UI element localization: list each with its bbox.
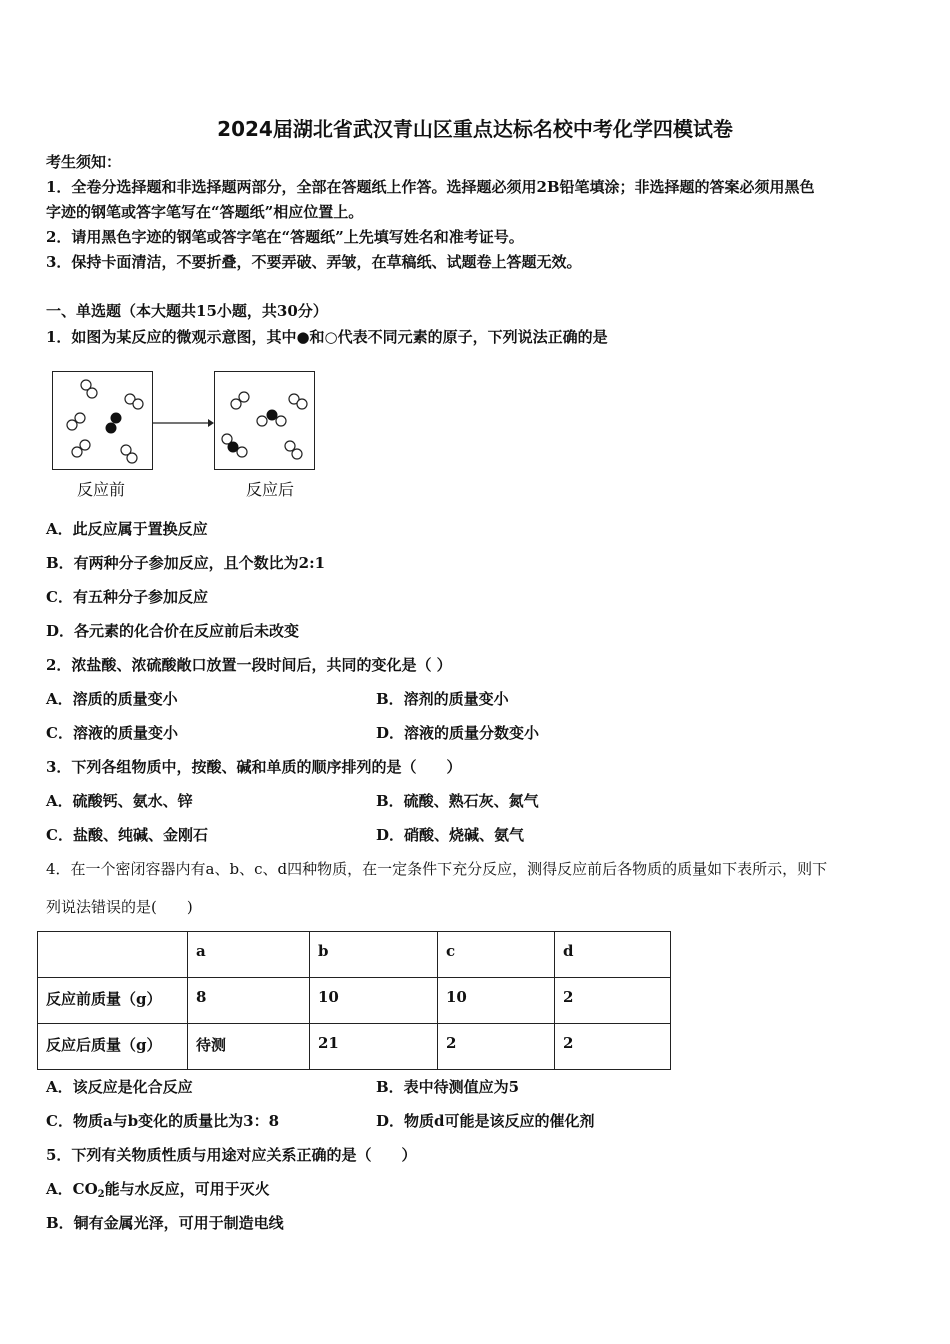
q2-option-d: D．溶液的质量分数变小 <box>376 724 540 742</box>
q4-option-d: D．物质d可能是该反应的催化剂 <box>376 1112 595 1130</box>
q3-option-a: A．硫酸钙、氨水、锌 <box>46 792 193 810</box>
q4-option-a: A．该反应是化合反应 <box>46 1078 193 1096</box>
question-1-stem: 1．如图为某反应的微观示意图，其中●和○代表不同元素的原子，下列说法正确的是 <box>46 328 608 346</box>
notice-item: 3．保持卡面清洁，不要折叠，不要弄破、弄皱，在草稿纸、试题卷上答题无效。 <box>46 253 582 271</box>
question-4-stem-line2: 列说法错误的是( ) <box>46 898 193 916</box>
question-2-stem: 2．浓盐酸、浓硫酸敞口放置一段时间后，共同的变化是（ ） <box>46 656 452 674</box>
q5-option-a-suffix: 能与水反应，可用于灭火 <box>104 1180 270 1198</box>
notice-heading: 考生须知： <box>46 153 122 171</box>
q1-option-c: C．有五种分子参加反应 <box>46 588 208 606</box>
table-cell: c <box>438 932 555 978</box>
question-4-stem-line1: 4．在一个密闭容器内有a、b、c、d四种物质，在一定条件下充分反应，测得反应前后各物质的质量如下表所示，则下 <box>46 860 828 878</box>
table-row <box>38 1024 671 1070</box>
q5-option-b: B．铜有金属光泽，可用于制造电线 <box>46 1214 284 1232</box>
q5-option-a <box>46 1179 270 1205</box>
table-cell: 10 <box>438 978 555 1024</box>
q4-option-b: B．表中待测值应为5 <box>376 1078 520 1096</box>
q1-option-b: B．有两种分子参加反应，且个数比为2:1 <box>46 554 326 572</box>
table-cell: a <box>188 932 310 978</box>
question-5-stem: 5．下列有关物质性质与用途对应关系正确的是（ ） <box>46 1146 417 1164</box>
table-header-row <box>38 932 671 978</box>
table-cell: 2 <box>555 1024 671 1070</box>
notice-item: 字迹的钢笔或答字笔写在“答题纸”相应位置上。 <box>46 203 364 221</box>
before-molecules <box>53 372 152 469</box>
page-title: 2024届湖北省武汉青山区重点达标名校中考化学四模试卷 <box>217 117 733 141</box>
q1-option-a: A．此反应属于置换反应 <box>46 520 208 538</box>
q5-option-a-prefix: A．CO <box>46 1180 98 1198</box>
q3-option-c: C．盐酸、纯碱、金刚石 <box>46 826 208 844</box>
table-cell: 待测 <box>188 1024 310 1070</box>
after-box <box>214 371 315 470</box>
table-cell: d <box>555 932 671 978</box>
q5-option-a-subscript: 2 <box>97 1189 105 1200</box>
table-cell: b <box>310 932 438 978</box>
table-cell: 8 <box>188 978 310 1024</box>
table-cell: 21 <box>310 1024 438 1070</box>
table-cell: 2 <box>438 1024 555 1070</box>
notice-item: 1．全卷分选择题和非选择题两部分，全部在答题纸上作答。选择题必须用2B铅笔填涂；非选择题的答案必须用黑色 <box>46 178 815 196</box>
question-3-stem: 3．下列各组物质中，按酸、碱和单质的顺序排列的是（ ） <box>46 758 462 776</box>
mass-table <box>37 931 671 1070</box>
q2-option-b: B．溶剂的质量变小 <box>376 690 509 708</box>
table-cell: 反应后质量（g） <box>38 1024 188 1070</box>
table-row <box>38 978 671 1024</box>
table-cell: 反应前质量（g） <box>38 978 188 1024</box>
table-cell <box>38 932 188 978</box>
before-box <box>52 371 153 470</box>
table-cell: 2 <box>555 978 671 1024</box>
notice-item: 2．请用黑色字迹的钢笔或答字笔在“答题纸”上先填写姓名和准考证号。 <box>46 228 524 246</box>
q3-option-b: B．硫酸、熟石灰、氮气 <box>376 792 539 810</box>
q2-option-c: C．溶液的质量变小 <box>46 724 178 742</box>
table-cell: 10 <box>310 978 438 1024</box>
after-label: 反应后 <box>246 480 295 499</box>
section-heading: 一、单选题（本大题共15小题，共30分） <box>46 302 328 320</box>
q1-option-d: D．各元素的化合价在反应前后未改变 <box>46 622 300 640</box>
q4-option-c: C．物质a与b变化的质量比为3：8 <box>46 1112 280 1130</box>
reaction-arrow <box>152 416 216 430</box>
after-molecules <box>215 372 319 469</box>
before-label: 反应前 <box>77 480 126 499</box>
q3-option-d: D．硝酸、烧碱、氨气 <box>376 826 525 844</box>
q2-option-a: A．溶质的质量变小 <box>46 690 178 708</box>
